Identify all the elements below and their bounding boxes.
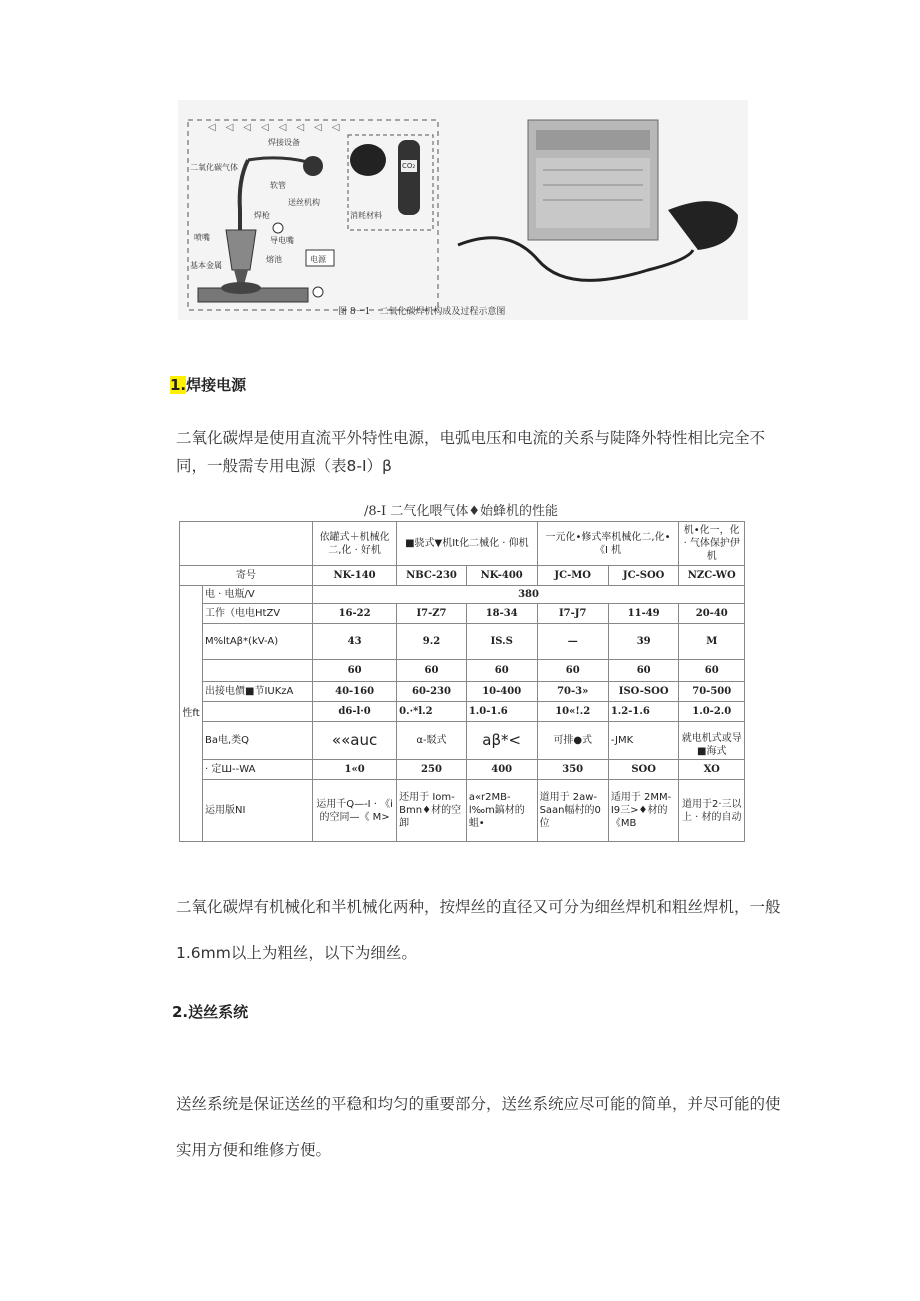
table-cell: α-駁式 xyxy=(397,722,467,760)
table-corner xyxy=(180,522,313,566)
model-cell: NBC-230 xyxy=(397,566,467,586)
table-cell: 60 xyxy=(608,660,679,682)
table-cell: M xyxy=(679,624,745,660)
table-cell: 9.2 xyxy=(397,624,467,660)
table-cell: 20-40 xyxy=(679,604,745,624)
figure-label: 喷嘴 xyxy=(194,233,210,242)
paragraph-3-line-2: 实用方便和维修方便。 xyxy=(176,1141,332,1159)
welding-diagram xyxy=(178,100,748,320)
figure-label: 熔池 xyxy=(266,255,282,264)
figure-label: 二氧化碳气体 xyxy=(190,163,238,172)
wire-spool xyxy=(350,144,386,176)
table-cell: ««auc xyxy=(313,722,397,760)
co2-cylinder xyxy=(398,140,420,215)
row-label: Ba电,类Q xyxy=(203,722,313,760)
row-label: · 定Ш--WA xyxy=(203,760,313,780)
flow-arrows xyxy=(208,122,340,133)
group-header: 机•化一，化 · 气体保护伊机 xyxy=(679,522,745,566)
model-cell: NZC-WO xyxy=(679,566,745,586)
table-cell: 43 xyxy=(313,624,397,660)
group-header: 依罐式＋机械化二,化 · 好机 xyxy=(313,522,397,566)
model-label: 寄号 xyxy=(180,566,313,586)
model-cell: JC-MO xyxy=(537,566,608,586)
table-cell: SOO xyxy=(608,760,679,780)
table-cell: 350 xyxy=(537,760,608,780)
table-cell: XO xyxy=(679,760,745,780)
table-cell: IS.S xyxy=(466,624,537,660)
table-cell: 400 xyxy=(466,760,537,780)
table-cell: 道用于 2aw-Saan幅村的0位 xyxy=(537,780,608,842)
table-cell: 18-34 xyxy=(466,604,537,624)
table-cell: 16-22 xyxy=(313,604,397,624)
table-cell: 39 xyxy=(608,624,679,660)
table-cell: 60 xyxy=(466,660,537,682)
table-cell: 适用于 2MM-I9三>♦材的《MB xyxy=(608,780,679,842)
table-cell: 可排●式 xyxy=(537,722,608,760)
section-number: 2. xyxy=(172,1003,189,1021)
table-cell: -JMK xyxy=(608,722,679,760)
welding-figure xyxy=(178,100,748,320)
table-cell: 1.0-1.6 xyxy=(466,702,537,722)
row-label: 出接电價■节IUKzA xyxy=(203,682,313,702)
table-cell: 1«0 xyxy=(313,760,397,780)
table-cell: 还用于 Iom-Bmn♦材的空卸 xyxy=(397,780,467,842)
table-cell: 60 xyxy=(679,660,745,682)
section-title: 焊接电源 xyxy=(186,376,247,394)
figure-label: 导电嘴 xyxy=(270,236,294,245)
table-cell: — xyxy=(537,624,608,660)
row-label: 运用版NI xyxy=(203,780,313,842)
figure-label: 焊枪 xyxy=(254,211,270,220)
table-cell: 11-49 xyxy=(608,604,679,624)
group-header: 一元化•修式率机械化二,化•《I 机 xyxy=(537,522,679,566)
table-cell: 60 xyxy=(313,660,397,682)
table-cell: 60 xyxy=(537,660,608,682)
table-cell: ISO-SOO xyxy=(608,682,679,702)
figure-label: 软管 xyxy=(270,181,286,190)
hose xyxy=(248,158,308,162)
figure-label: 电源 xyxy=(310,255,326,264)
performance-table xyxy=(179,521,745,842)
table-cell: 10«!.2 xyxy=(537,702,608,722)
table-cell: aβ*< xyxy=(466,722,537,760)
section-2-heading xyxy=(172,1001,248,1022)
weld-pool xyxy=(221,282,261,294)
section-number: 1. xyxy=(170,376,187,394)
row-label: M%ltAβ*(kV-A) xyxy=(203,624,313,660)
model-cell: NK-140 xyxy=(313,566,397,586)
paragraph-3-line-1: 送丝系统是保证送丝的平稳和均匀的重要部分，送丝系统应尽可能的简单，并尽可能的使 xyxy=(176,1095,781,1113)
paragraph-2-line-1: 二氧化碳焊有机械化和半机械化两种，按焊丝的直径又可分为细丝焊机和粗丝焊机，一般 xyxy=(176,898,781,916)
figure-label: 送丝机构 xyxy=(288,198,320,207)
table-cell: 70-3» xyxy=(537,682,608,702)
figure-label: 消耗材料 xyxy=(350,211,382,220)
table-cell: d6-l·0 xyxy=(313,702,397,722)
group-header: ■骁式▼机It化二械化 · 仰机 xyxy=(397,522,537,566)
wire-feeder xyxy=(303,156,323,176)
section-title: 送丝系统 xyxy=(188,1003,249,1021)
figure-label: CO₂ xyxy=(402,162,416,170)
table-cell: I7-J7 xyxy=(537,604,608,624)
nozzle xyxy=(226,230,256,270)
model-cell: JC-SOO xyxy=(608,566,679,586)
figure-caption: 图 8－1 二氧化碳焊机构成及过程示意图 xyxy=(338,307,506,317)
paragraph-1-line-1: 二氧化碳焊是使用直流平外特性电源，电弧电压和电流的关系与陡降外特性相比完全不 xyxy=(176,429,766,447)
table-cell: 60-230 xyxy=(397,682,467,702)
row-label xyxy=(203,660,313,682)
merged-value: 380 xyxy=(313,586,745,604)
table-cell: 250 xyxy=(397,760,467,780)
table-cell: 运用千Q—-I · 《i的空同—《 M> xyxy=(313,780,397,842)
row-label: 工作（电电HtZV xyxy=(203,604,313,624)
table-cell: 就电机式或导■海式 xyxy=(679,722,745,760)
svg-text:◁ ◁ ◁ ◁ ◁ ◁ ◁ ◁: ◁ ◁ ◁ ◁ ◁ ◁ ◁ ◁ xyxy=(208,122,340,133)
table-cell: 0.·*l.2 xyxy=(397,702,467,722)
model-cell: NK-400 xyxy=(466,566,537,586)
table-cell: I7-Z7 xyxy=(397,604,467,624)
table-cell: 10-400 xyxy=(466,682,537,702)
table-cell: 40-160 xyxy=(313,682,397,702)
table-caption: /8-I 二气化喂气体♦始蜂机的性能 xyxy=(364,504,558,519)
paragraph-1-line-2: 同，一般需专用电源（表8-I）β xyxy=(176,457,392,475)
table-cell: a«r2MB-l‰m鎬材的蛆• xyxy=(466,780,537,842)
row-label xyxy=(203,702,313,722)
wire-feeder-photo xyxy=(668,201,738,250)
figure-label: 基本金属 xyxy=(190,261,222,270)
torch-cable-photo xyxy=(458,238,693,281)
table-cell: 1.0-2.0 xyxy=(679,702,745,722)
table-cell: 60 xyxy=(397,660,467,682)
figure-label: 焊接设备 xyxy=(268,138,300,147)
table-cell: 道用于2·三以上 · 材的自动 xyxy=(679,780,745,842)
table-cell: 70-500 xyxy=(679,682,745,702)
side-label: 性ft xyxy=(180,586,203,842)
paragraph-2-line-2: 1.6mm以上为粗丝，以下为细丝。 xyxy=(176,944,417,962)
section-1-heading xyxy=(170,374,246,395)
table-cell: 1.2-1.6 xyxy=(608,702,679,722)
row-label: 电 · 电瓶/V xyxy=(203,586,313,604)
